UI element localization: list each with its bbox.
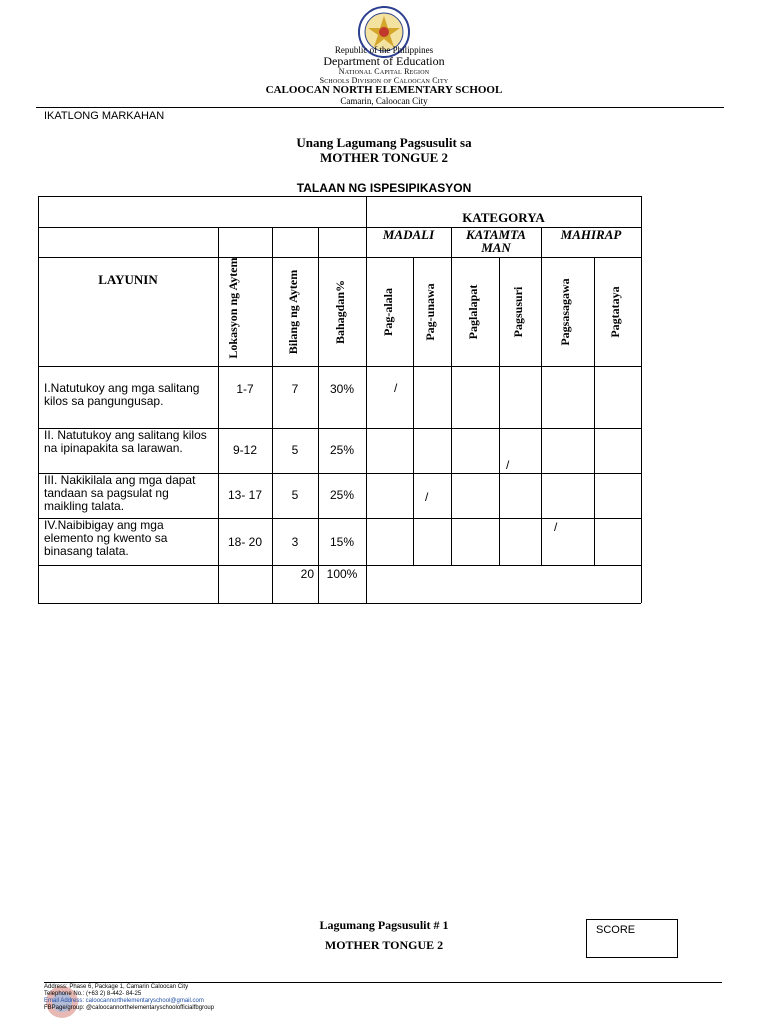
header-divider: [36, 107, 724, 108]
category-pagsusuri: Pagsusuri: [511, 286, 525, 338]
school-location: Camarin, Caloocan City: [340, 96, 428, 106]
total-percent: 100%: [326, 567, 358, 581]
percent-1: 30%: [329, 382, 355, 396]
footer-email[interactable]: Email Address: caloocannorthelementaryschool@gmail.com: [44, 998, 204, 1004]
school-name: CALOOCAN NORTH ELEMENTARY SCHOOL: [265, 84, 503, 96]
republic-text: Republic of the Philippines: [334, 45, 434, 55]
objective-2: II. Natutukoy ang salitang kilos na ipinapakita sa larawan.: [44, 428, 207, 455]
location-2: 9-12: [232, 443, 258, 457]
group-katamtaman: KATAMTA MAN: [466, 227, 526, 255]
percent-3: 25%: [329, 488, 355, 502]
footer-telephone: Telephone No.: (+63 2) 8-442- 84-25: [44, 991, 142, 997]
check-mark-1: /: [394, 381, 398, 395]
category-pag-alala: Pag-alala: [381, 288, 395, 336]
footer-test-title: Lagumang Pagsusulit # 1: [319, 918, 449, 932]
test-title: Unang Lagumang Pagsusulit sa: [296, 135, 472, 150]
division-text: Schools Division of Caloocan City: [319, 76, 449, 85]
objective-1: I.Natutukoy ang mga salitang kilos sa pangungusap.: [44, 381, 200, 408]
objective-4: IV.Naibibigay ang mga elemento ng kwento sa binasang talata.: [44, 518, 168, 558]
count-1: 7: [291, 382, 299, 396]
location-4: 18- 20: [227, 535, 263, 549]
objective-3: III. Nakikilala ang mga dapat tandaan sa pagsulat ng maikling talata.: [44, 473, 196, 513]
score-label: SCORE: [596, 924, 636, 936]
department-text: Department of Education: [323, 54, 445, 68]
percent-2: 25%: [329, 443, 355, 457]
count-3: 5: [291, 488, 299, 502]
footer-fb[interactable]: FBPage/group: @caloocannorthelementaryschoolofficialfbgroup: [44, 1005, 215, 1011]
category-pag-unawa: Pag-unawa: [423, 283, 437, 341]
category-pagtataya: Pagtataya: [608, 286, 622, 338]
footer-subject: MOTHER TONGUE 2: [324, 938, 444, 952]
tos-title: TALAAN NG ISPESIPIKASYON: [296, 181, 472, 195]
group-madali: MADALI: [382, 227, 435, 242]
category-paglalapat: Paglalapat: [466, 284, 480, 340]
footer-divider: [44, 982, 722, 983]
check-mark-4: /: [554, 520, 558, 534]
location-3: 13- 17: [227, 488, 263, 502]
test-subject: MOTHER TONGUE 2: [319, 150, 449, 165]
quarter-label: IKATLONG MARKAHAN: [44, 110, 165, 122]
category-pagsasagawa: Pagsasagawa: [558, 278, 572, 346]
bilang-header: Bilang ng Aytem: [286, 269, 300, 355]
check-mark-2: /: [506, 458, 510, 472]
layunin-header: LAYUNIN: [98, 272, 158, 287]
kategorya-header: KATEGORYA: [462, 210, 545, 225]
total-count: 20: [300, 567, 314, 581]
bahagdan-header: Bahagdan%: [333, 279, 347, 345]
footer-address: Address: Phase 6, Package 1, Camarin Caloocan City: [44, 984, 189, 990]
group-mahirap: MAHIRAP: [560, 227, 622, 242]
count-4: 3: [291, 535, 299, 549]
percent-4: 15%: [329, 535, 355, 549]
check-mark-3: /: [425, 490, 429, 504]
count-2: 5: [291, 443, 299, 457]
region-text: National Capital Region: [338, 67, 430, 76]
location-1: 1-7: [236, 382, 254, 396]
lokasyon-header: Lokasyon ng Aytem: [226, 257, 240, 359]
